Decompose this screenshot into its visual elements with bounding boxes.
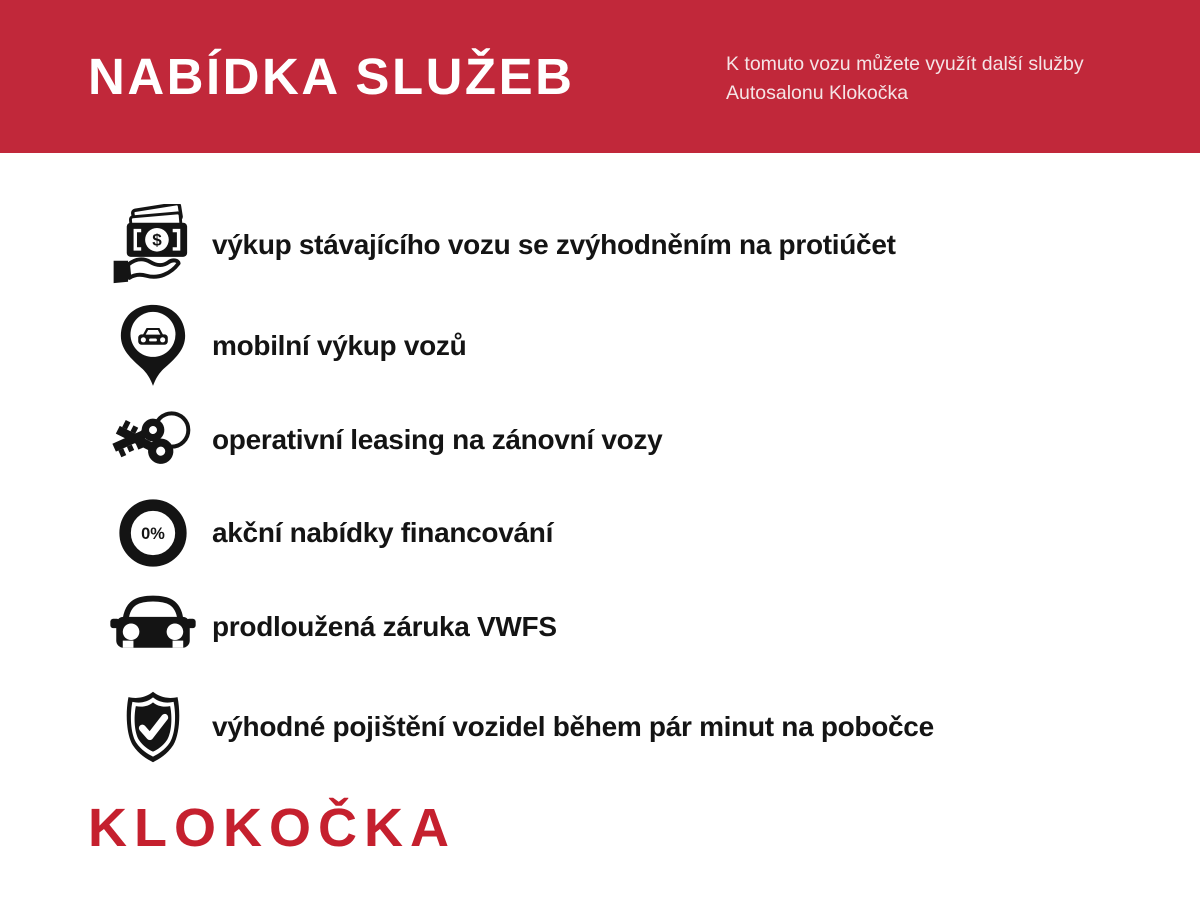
klokocka-logo: KLOKOČKA [88, 798, 456, 858]
service-label: akční nabídky financování [212, 517, 554, 548]
service-label: výhodné pojištění vozidel během pár minut na pobočce [212, 711, 934, 742]
service-label: prodloužená záruka VWFS [212, 611, 557, 642]
cash-in-hand-icon [106, 199, 200, 291]
service-label: výkup stávajícího vozu se zvýhodněním na protiúčet [212, 229, 896, 260]
service-row-financing [106, 487, 1106, 579]
svg-text:$: $ [152, 230, 162, 250]
service-row-trade-in [106, 199, 1106, 291]
header-subtitle [726, 50, 1156, 108]
service-row-warranty [106, 581, 1106, 673]
service-label: mobilní výkup vozů [212, 330, 467, 361]
header-band [0, 0, 1200, 153]
car-location-pin-icon [106, 300, 200, 392]
service-label: operativní leasing na zánovní vozy [212, 424, 663, 455]
service-row-mobile-buyout [106, 300, 1106, 392]
shield-check-icon [106, 681, 200, 773]
header-subtitle-line1: K tomuto vozu můžete využít další služby [726, 53, 1084, 75]
header-subtitle-line2: Autosalonu Klokočka [726, 82, 909, 104]
svg-text:0%: 0% [141, 525, 165, 544]
service-row-leasing [106, 394, 1106, 486]
page-title: NABÍDKA SLUŽEB [88, 48, 575, 105]
car-keys-icon [106, 394, 200, 486]
service-row-insurance [106, 681, 1106, 773]
car-front-icon [106, 581, 200, 673]
zero-percent-icon [106, 487, 200, 579]
